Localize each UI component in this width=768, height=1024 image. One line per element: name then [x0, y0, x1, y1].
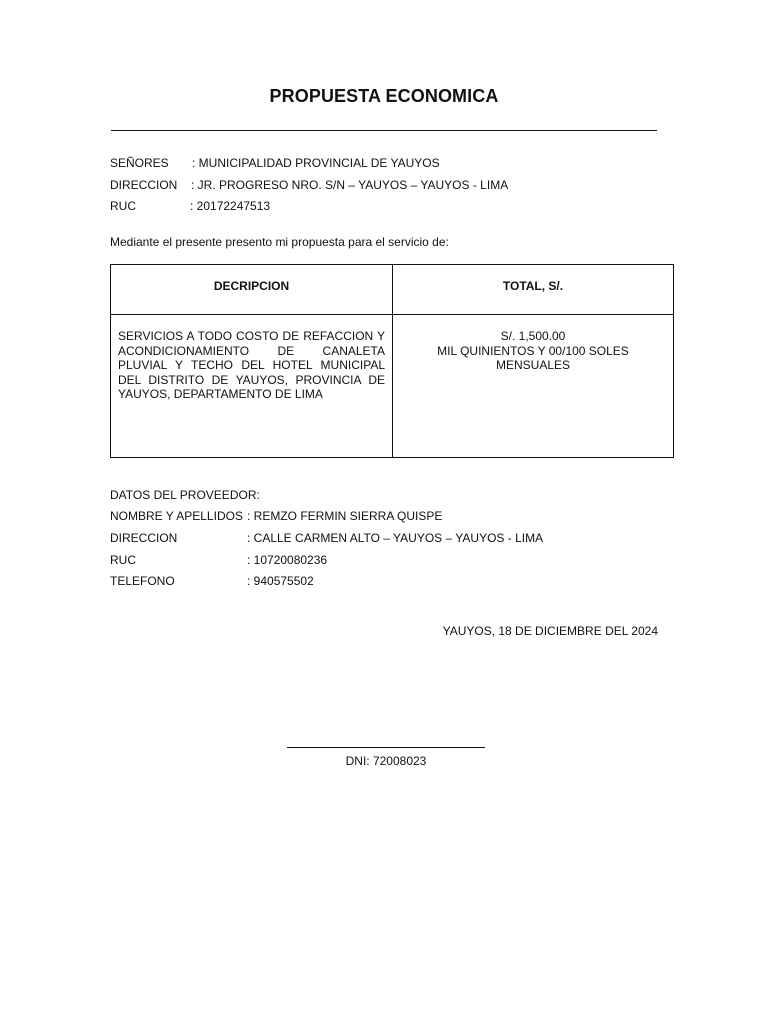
total-period: MENSUALES	[495, 358, 571, 372]
proposal-table	[110, 264, 674, 458]
table-header-row	[111, 265, 674, 315]
title-underline	[111, 130, 657, 131]
senores-label: SEÑORES	[110, 156, 169, 170]
recipient-ruc-label: RUC	[110, 199, 136, 213]
provider-name-row	[110, 509, 443, 523]
recipient-direccion-value: : JR. PROGRESO NRO. S/N – YAUYOS – YAUYOS - LIMA	[191, 178, 509, 192]
recipient-senores-row	[110, 156, 440, 170]
date-line: YAUYOS, 18 DE DICIEMBRE DEL 2024	[442, 624, 658, 638]
provider-direccion-value: : CALLE CARMEN ALTO – YAUYOS – YAUYOS - LIMA	[247, 531, 544, 545]
intro-text: Mediante el presente presento mi propuesta para el servicio de:	[110, 235, 449, 249]
recipient-direccion-row	[110, 178, 509, 192]
provider-ruc-label: RUC	[110, 553, 136, 567]
senores-value: : MUNICIPALIDAD PROVINCIAL DE YAUYOS	[192, 156, 440, 170]
table-row	[111, 315, 674, 458]
recipient-ruc-row	[110, 199, 271, 213]
provider-name-label: NOMBRE Y APELLIDOS	[110, 509, 243, 523]
provider-ruc-row	[110, 553, 328, 567]
service-description: SERVICIOS A TODO COSTO DE REFACCION Y ACONDICIONAMIENTO DE CANALETA PLUVIAL Y TECHO DEL HOTEL MUNICIPAL DEL DISTRITO DE YAUYOS, PROVINCIA DE YAUYOS, DEPARTAMENTO DE LIMA	[111, 315, 393, 458]
recipient-direccion-label: DIRECCION	[110, 178, 178, 192]
provider-telefono-label: TELEFONO	[110, 574, 175, 588]
provider-direccion-label: DIRECCION	[110, 531, 178, 545]
recipient-ruc-value: : 20172247513	[190, 199, 271, 213]
page-title: PROPUESTA ECONOMICA	[269, 86, 499, 106]
provider-telefono-value: : 940575502	[247, 574, 314, 588]
provider-name-value: : REMZO FERMIN SIERRA QUISPE	[247, 509, 443, 523]
total-amount: S/. 1,500.00	[500, 329, 566, 343]
header-total: TOTAL, S/.	[393, 265, 674, 315]
signature-line	[287, 747, 485, 748]
provider-telefono-row	[110, 574, 314, 588]
total-in-words: MIL QUINIENTOS Y 00/100 SOLES	[437, 343, 629, 358]
provider-direccion-row	[110, 531, 544, 545]
header-description: DECRIPCION	[111, 265, 393, 315]
signature-dni: DNI: 72008023	[345, 754, 427, 768]
service-total-cell	[393, 315, 674, 458]
provider-heading: DATOS DEL PROVEEDOR:	[110, 488, 260, 502]
provider-ruc-value: : 10720080236	[247, 553, 328, 567]
